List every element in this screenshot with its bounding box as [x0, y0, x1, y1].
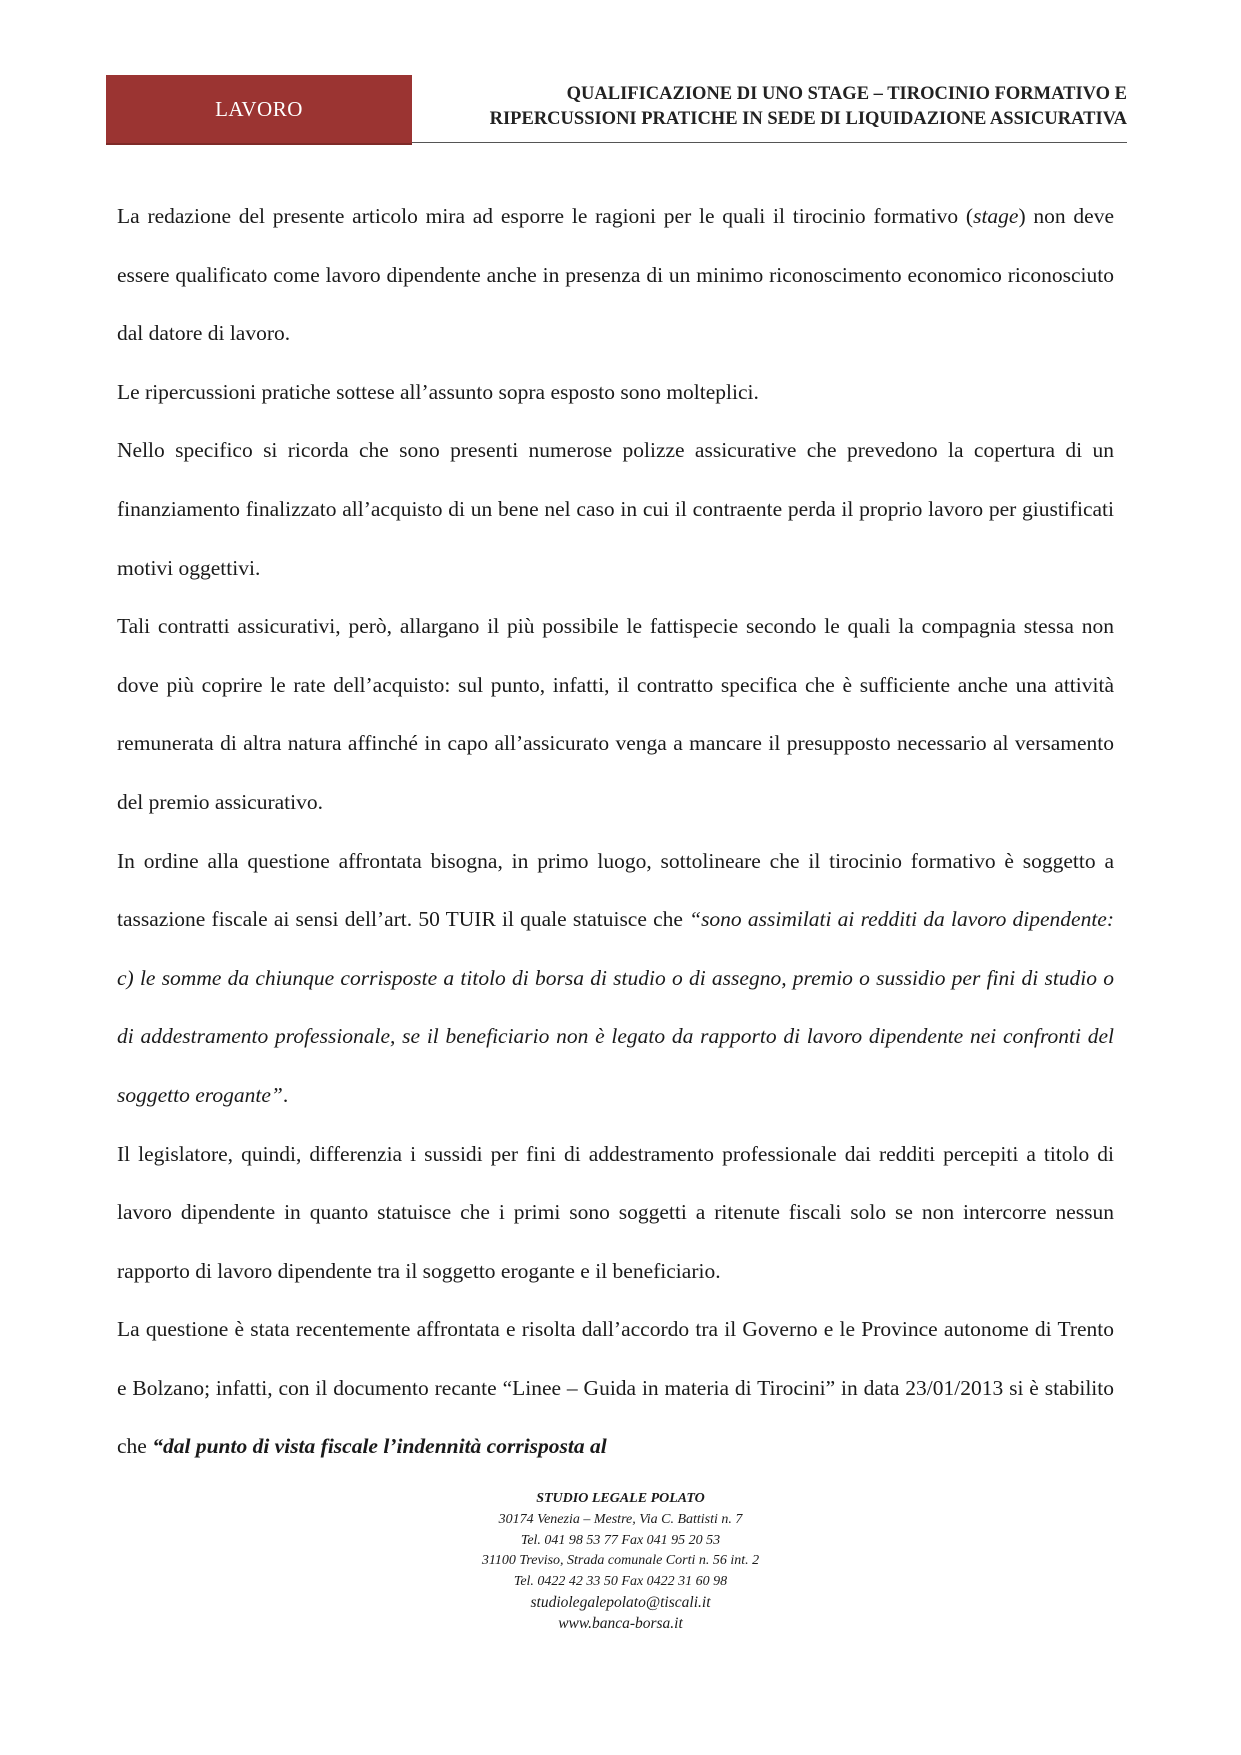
bold-quote: “dal punto di vista fiscale l’indennità corrisposta al [152, 1434, 607, 1459]
text: ) non deve essere qualificato come lavoro dipendente anche in presenza di un minimo riconoscimento economico riconosciuto dal datore di lavoro. [117, 204, 1114, 346]
website-link[interactable]: www.banca-borsa.it [558, 1614, 683, 1632]
document-title [426, 82, 1127, 132]
header-accent-rule [106, 143, 412, 145]
text: La questione è stata recentemente affrontata e risolta dall’accordo tra il Governo e le Province autonome di Trento e Bolzano; infatti, con il documento recante “Linee – Guida in materia di Tirocini” in data 23/01/2013 si è stabilito che [117, 1317, 1114, 1459]
section-label: LAVORO [106, 75, 412, 143]
page-header [106, 75, 1127, 145]
text: La redazione del presente articolo mira ad esporre le ragioni per le quali il tirocinio formativo ( [117, 204, 974, 228]
header-rule [412, 142, 1127, 143]
text: . [282, 1082, 289, 1107]
phone-treviso: Tel. 0422 42 33 50 Fax 0422 31 60 98 [513, 1574, 728, 1590]
address-venezia: 30174 Venezia – Mestre, Via C. Battisti n. 7 [498, 1511, 743, 1527]
phone-venezia: Tel. 041 98 53 77 Fax 041 95 20 53 [520, 1532, 721, 1548]
paragraph-5 [117, 832, 1114, 1125]
firm-name: STUDIO LEGALE POLATO [536, 1491, 705, 1506]
paragraph-7 [117, 1300, 1114, 1476]
paragraph-6: Il legislatore, quindi, differenzia i sussidi per fini di addestramento professionale dai redditi percepiti a titolo di lavoro dipendente in quanto statuisce che i primi sono soggetti a ritenute fiscali solo se non intercorre nessun rapporto di lavoro dipendente tra il soggetto erogante e il beneficiario. [117, 1141, 1114, 1283]
paragraph-3: Nello specifico si ricorda che sono presenti numerose polizze assicurative che prevedono la copertura di un finanziamento finalizzato all’acquisto di un bene nel caso in cui il contraente perda il proprio lavoro per giustificati motivi oggettivi. [117, 438, 1114, 580]
paragraph-4: Tali contratti assicurativi, però, allargano il più possibile le fattispecie secondo le quali la compagnia stessa non dove più coprire le rate dell’acquisto: sul punto, infatti, il contratto specifica che è sufficiente anche una attività remunerata di altra natura affinché in capo all’assicurato venga a mancare il presupposto necessario al versamento del premio assicurativo. [117, 614, 1114, 814]
paragraph-2: Le ripercussioni pratiche sottese all’assunto sopra esposto sono molteplici. [117, 379, 759, 404]
emphasis: stage [973, 204, 1019, 228]
title-line-1: QUALIFICAZIONE DI UNO STAGE – TIROCINIO FORMATIVO E [566, 84, 1127, 104]
page-footer [0, 1489, 1241, 1635]
email-link[interactable]: studiolegalepolato@tiscali.it [530, 1593, 711, 1611]
address-treviso: 31100 Treviso, Strada comunale Corti n. 56 int. 2 [481, 1553, 760, 1569]
paragraph-1 [117, 187, 1114, 363]
title-line-2: RIPERCUSSIONI PRATICHE IN SEDE DI LIQUIDAZIONE ASSICURATIVA [489, 109, 1127, 129]
legal-quote: “sono assimilati ai redditi da lavoro dipendente: c) le somme da chiunque corrisposte a titolo di borsa di studio o di assegno, premio o sussidio per fini di studio o di addestramento professionale, se il beneficiario non è legato da rapporto di lavoro dipendente nei confronti del soggetto erogante” [117, 907, 1114, 1107]
text: In ordine alla questione affrontata bisogna, in primo luogo, sottolineare che il tirocinio formativo è soggetto a tassazione fiscale ai sensi dell’art. 50 TUIR il quale statuisce che [117, 848, 1114, 932]
article-body [117, 187, 1114, 1476]
